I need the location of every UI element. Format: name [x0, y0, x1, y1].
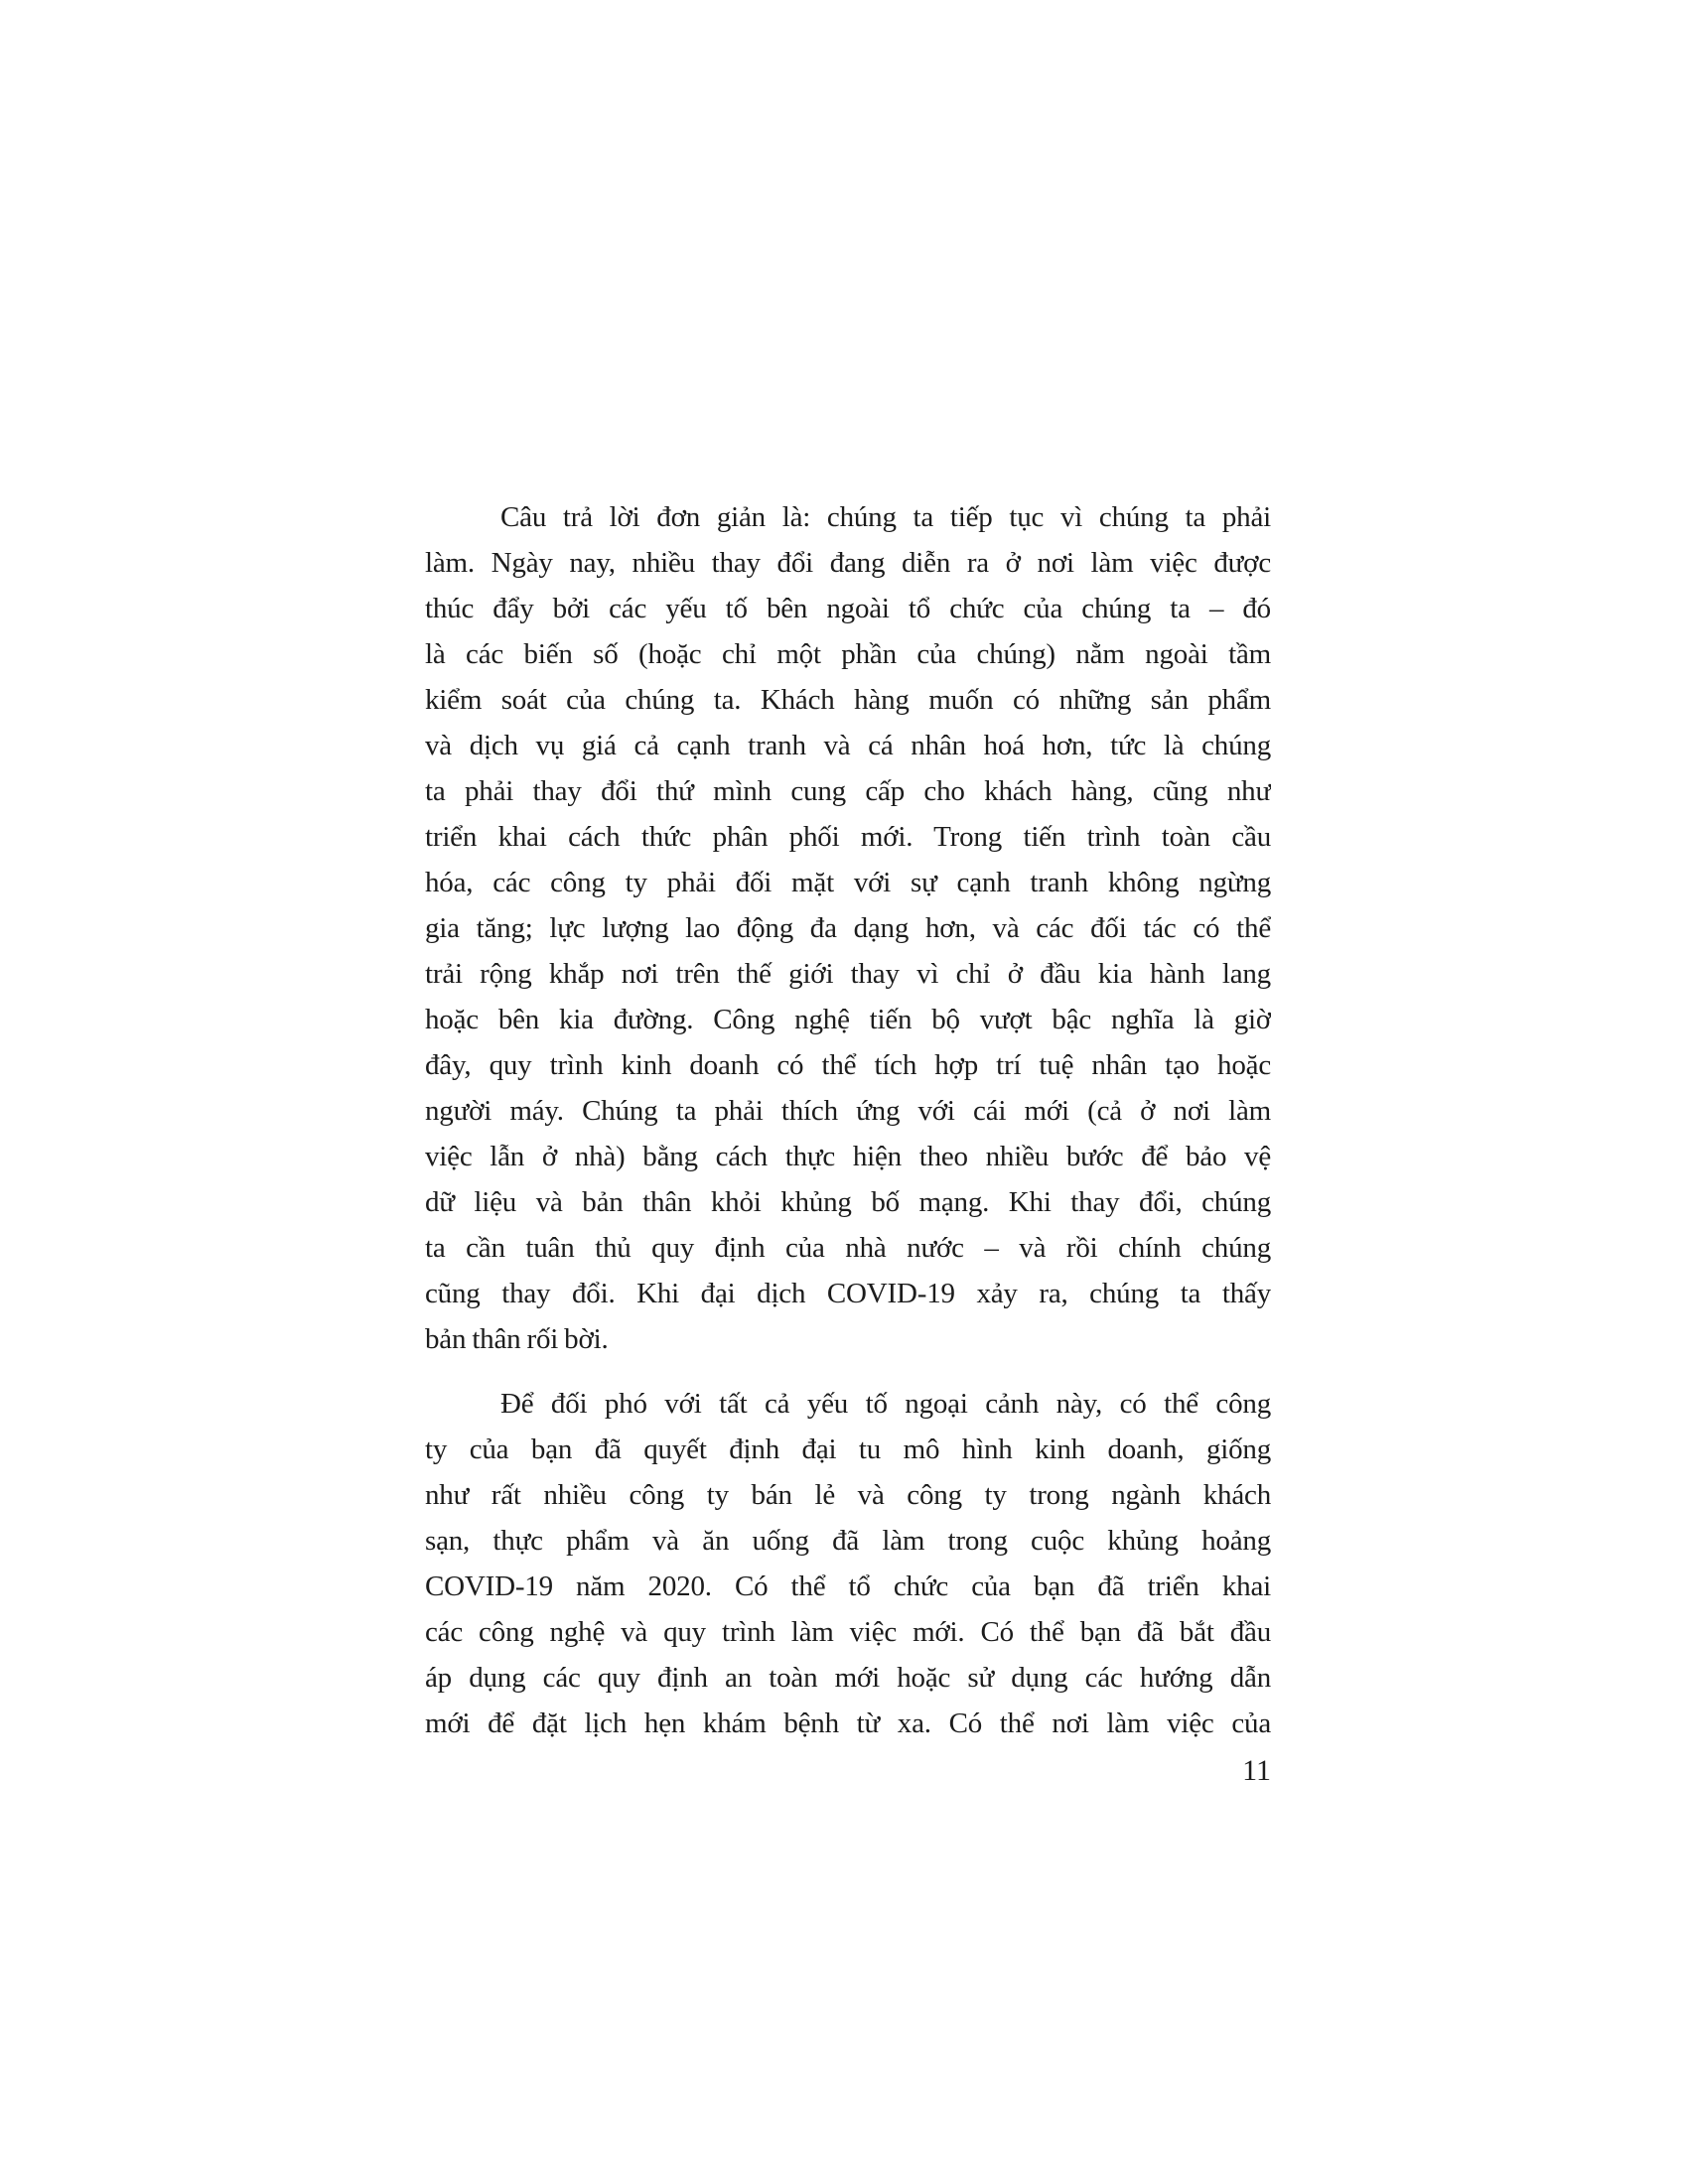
text-line: COVID-19 năm 2020. Có thể tổ chức của bạn đã triển khai — [425, 1570, 1271, 1602]
text-line: mới để đặt lịch hẹn khám bệnh từ xa. Có thể nơi làm việc của — [425, 1707, 1271, 1739]
text-line: trải rộng khắp nơi trên thế giới thay vì chỉ ở đầu kia hành lang — [425, 958, 1271, 990]
text-line: sạn, thực phẩm và ăn uống đã làm trong cuộc khủng hoảng — [425, 1525, 1271, 1557]
text-line: dữ liệu và bản thân khỏi khủng bố mạng. Khi thay đổi, chúng — [425, 1186, 1271, 1218]
paragraph — [425, 1381, 1271, 1746]
page-number: 11 — [1242, 1754, 1271, 1787]
text-line: bản thân rối bời. — [425, 1323, 609, 1355]
text-line: là các biến số (hoặc chỉ một phần của chúng) nằm ngoài tầm — [425, 638, 1271, 670]
text-line: hóa, các công ty phải đối mặt với sự cạnh tranh không ngừng — [425, 867, 1271, 898]
text-line: các công nghệ và quy trình làm việc mới. Có thể bạn đã bắt đầu — [425, 1616, 1271, 1648]
text-line: ta cần tuân thủ quy định của nhà nước – và rồi chính chúng — [425, 1232, 1271, 1264]
text-line: như rất nhiều công ty bán lẻ và công ty trong ngành khách — [425, 1479, 1271, 1511]
text-line: triển khai cách thức phân phối mới. Trong tiến trình toàn cầu — [425, 821, 1271, 853]
text-line: và dịch vụ giá cả cạnh tranh và cá nhân hoá hơn, tức là chúng — [425, 730, 1271, 761]
text-line: áp dụng các quy định an toàn mới hoặc sử dụng các hướng dẫn — [425, 1662, 1271, 1694]
text-line: thúc đẩy bởi các yếu tố bên ngoài tổ chức của chúng ta – đó — [425, 593, 1271, 624]
text-line: ty của bạn đã quyết định đại tu mô hình kinh doanh, giống — [425, 1433, 1271, 1465]
text-line: người máy. Chúng ta phải thích ứng với cái mới (cả ở nơi làm — [425, 1095, 1271, 1127]
text-line: Để đối phó với tất cả yếu tố ngoại cảnh này, có thể công — [500, 1388, 1271, 1420]
text-line: làm. Ngày nay, nhiều thay đổi đang diễn ra ở nơi làm việc được — [425, 547, 1271, 579]
text-line: việc lẫn ở nhà) bằng cách thực hiện theo nhiều bước để bảo vệ — [425, 1141, 1271, 1172]
text-line: Câu trả lời đơn giản là: chúng ta tiếp tục vì chúng ta phải — [500, 501, 1271, 533]
text-line: hoặc bên kia đường. Công nghệ tiến bộ vượt bậc nghĩa là giờ — [425, 1004, 1271, 1035]
paragraph — [425, 494, 1271, 1362]
text-line: gia tăng; lực lượng lao động đa dạng hơn, và các đối tác có thể — [425, 912, 1271, 944]
text-line: ta phải thay đổi thứ mình cung cấp cho khách hàng, cũng như — [425, 775, 1271, 807]
text-line: cũng thay đổi. Khi đại dịch COVID-19 xảy ra, chúng ta thấy — [425, 1278, 1271, 1309]
text-line: đây, quy trình kinh doanh có thể tích hợp trí tuệ nhân tạo hoặc — [425, 1049, 1271, 1081]
text-block — [425, 494, 1271, 1746]
text-line: kiểm soát của chúng ta. Khách hàng muốn có những sản phẩm — [425, 684, 1271, 716]
